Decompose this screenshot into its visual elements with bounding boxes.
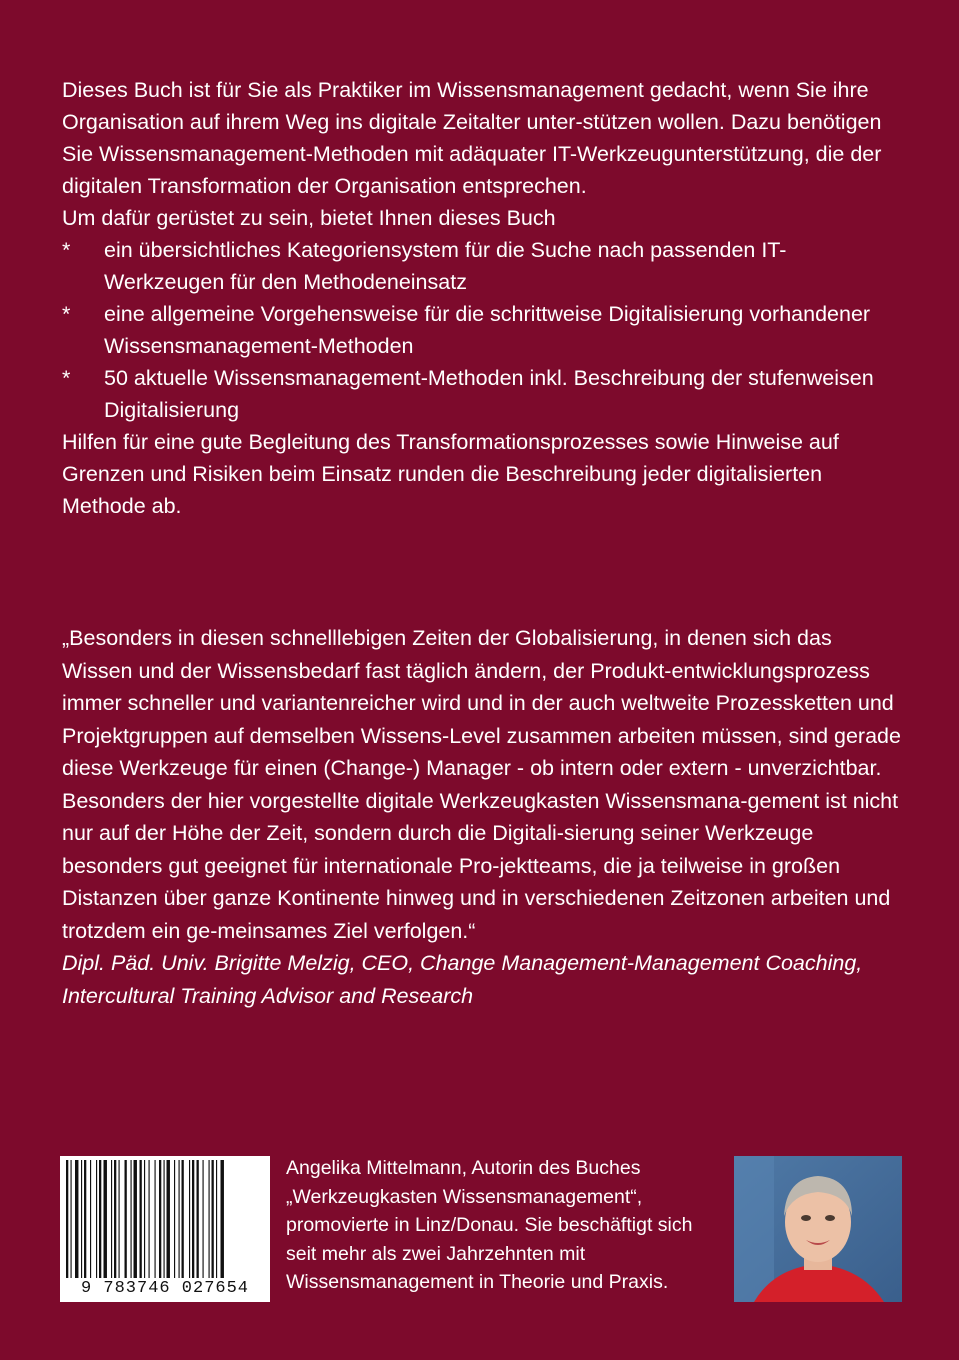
barcode-bar	[192, 1160, 194, 1278]
barcode-bar	[104, 1160, 107, 1278]
barcode-bar	[125, 1160, 127, 1278]
barcode-bar	[66, 1160, 68, 1278]
bullet-item	[62, 362, 902, 426]
barcode-bar	[84, 1160, 86, 1278]
barcode-bar	[221, 1160, 224, 1278]
bullet-marker: *	[62, 366, 71, 390]
barcode-bar	[119, 1160, 120, 1278]
barcode-bar	[75, 1160, 78, 1278]
barcode-bar	[90, 1160, 91, 1278]
barcode-bar	[167, 1160, 170, 1278]
barcode-bar	[144, 1160, 145, 1278]
author-bio-text: Angelika Mittelmann, Autorin des Buches „Werkzeugkasten Wissensmanagement“, promovierte in Linz/Donau. Sie beschäftigt sich seit mehr als zwei Jahrzehnten mit Wissensmanagement in Theorie und Praxis.	[286, 1157, 693, 1293]
barcode-bar	[189, 1160, 190, 1278]
intro-closing-paragraph: Hilfen für eine gute Begleitung des Transformationsprozesses sowie Hinweise auf Grenzen und Risiken beim Einsatz runden die Beschreibung jeder digitalisierten Methode ab.	[62, 430, 839, 518]
barcode-bar	[111, 1160, 112, 1278]
intro-paragraph: Dieses Buch ist für Sie als Praktiker im Wissensmanagement gedacht, wenn Sie ihre Organisation auf ihrem Weg ins digitale Zeitalter unter-stützen wollen. Dazu benötigen Sie Wissensmanagement-Methoden mit adäquater IT-Werkzeugunterstützung, die der digitalen Transformation der Organisation entsprechen.	[62, 78, 882, 198]
bullet-text: eine allgemeine Vorgehensweise für die schrittweise Digitalisierung vorhandener Wissensmanagement-Methoden	[104, 302, 871, 358]
barcode-bar	[81, 1160, 82, 1278]
barcode-bars	[64, 1160, 266, 1278]
barcode-bar	[203, 1160, 204, 1278]
barcode-bar	[212, 1160, 214, 1278]
bullet-marker: *	[62, 302, 71, 326]
bullet-item	[62, 234, 902, 298]
barcode-bar	[114, 1160, 116, 1278]
isbn-barcode	[60, 1156, 270, 1302]
testimonial-attribution: Dipl. Päd. Univ. Brigitte Melzig, CEO, Change Management-Management Coaching, Intercultural Training Advisor and Research	[62, 951, 863, 1008]
barcode-bar	[96, 1160, 97, 1278]
barcode-bar	[140, 1160, 142, 1278]
testimonial	[62, 622, 902, 1012]
barcode-bar	[71, 1160, 72, 1278]
bullet-item	[62, 298, 902, 362]
bullet-text: ein übersichtliches Kategoriensystem für die Suche nach passenden IT-Werkzeugen für den Methodeneinsatz	[104, 238, 787, 294]
testimonial-text: „Besonders in diesen schnelllebigen Zeiten der Globalisierung, in denen sich das Wissen und der Wissensbedarf fast täglich ändern, der Produkt-entwicklungsprozess immer schneller und variantenreicher wird und in der auch weltweite Prozessketten und Projektgruppen auf demselben Wissens-Level zusammen arbeiten müssen, sind gerade diese Werkzeuge für einen (Change-) Manager - ob intern oder extern - unverzichtbar. Besonders der hier vorgestellte digitale Werkzeugkasten Wissensmana-gement ist nicht nur auf der Höhe der Zeit, sondern durch die Digitali-sierung seiner Werkzeuge besonders gut geeignet für internationale Pro-jektteams, die ja teilweise in großen Distanzen über ganze Kontinente hinweg und in verschiedenen Zeitzonen arbeiten und trotzdem ein ge-meinsames Ziel verfolgen.“	[62, 626, 901, 943]
bullet-marker: *	[62, 238, 71, 262]
isbn-number: 9 783746 027654	[62, 1279, 268, 1298]
barcode-bar	[131, 1160, 132, 1278]
author-bio	[286, 1154, 726, 1297]
bullet-text: 50 aktuelle Wissensmanagement-Methoden inkl. Beschreibung der stufenweisen Digitalisierung	[104, 366, 874, 422]
intro-lead-in: Um dafür gerüstet zu sein, bietet Ihnen dieses Buch	[62, 206, 556, 230]
barcode-bar	[174, 1160, 175, 1278]
barcode-bar	[164, 1160, 165, 1278]
barcode-bar	[209, 1160, 210, 1278]
barcode-bar	[155, 1160, 156, 1278]
author-photo	[734, 1156, 902, 1302]
barcode-bar	[149, 1160, 150, 1278]
barcode-bar	[182, 1160, 184, 1278]
barcode-bar	[99, 1160, 101, 1278]
book-description	[62, 74, 902, 522]
barcode-bar	[134, 1160, 137, 1278]
barcode-bar	[159, 1160, 161, 1278]
barcode-bar	[216, 1160, 217, 1278]
barcode-bar	[179, 1160, 180, 1278]
barcode-bar	[197, 1160, 199, 1278]
